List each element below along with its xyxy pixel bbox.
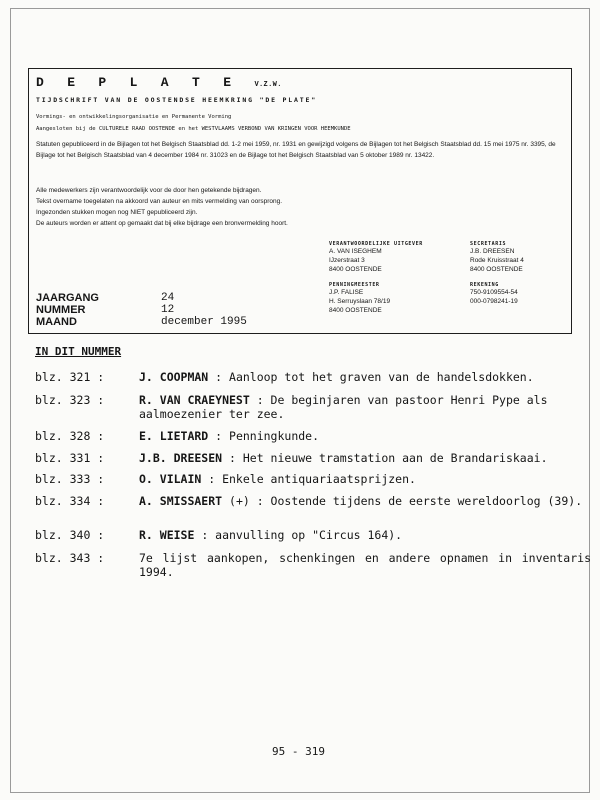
entry-title: : Het nieuwe tramstation aan de Brandariskaai. — [222, 451, 548, 465]
treasurer-line: J.P. FALISE — [329, 289, 364, 296]
issue-label: NUMMER — [36, 304, 86, 316]
entry-author: E. LIETARD — [139, 429, 209, 443]
masthead — [28, 68, 572, 334]
account-header: REKENING — [470, 282, 499, 288]
entry-body — [139, 551, 591, 579]
note-line: Tekst overname toegelaten na akkoord van auteur en mits vermelding van oorsprong. — [36, 198, 283, 205]
secretary-line: J.B. DREESEN — [470, 248, 515, 255]
entry-body — [139, 494, 591, 508]
treasurer-line: H. Serruyslaan 78/19 — [329, 298, 391, 305]
publisher-header: VERANTWOORDELIJKE UITGEVER — [329, 241, 423, 247]
treasurer-block — [329, 282, 390, 315]
note-line: Alle medewerkers zijn verantwoordelijk voor de door hen getekende bijdragen. — [36, 187, 262, 194]
account-line: 750-9109554-54 — [470, 289, 518, 296]
page-ref: blz. 343 : — [35, 551, 105, 565]
page-ref: blz. 340 : — [35, 528, 105, 542]
note-line: Ingezonden stukken mogen nog NIET gepubliceerd zijn. — [36, 209, 198, 216]
organisation-line: Vormings- en ontwikkelingsorganisatie en Permanente Vorming — [36, 114, 232, 120]
affiliation-line: Aangesloten bij de CULTURELE RAAD OOSTENDE en het WESTVLAAMS VERBOND VAN KRINGEN VOOR HEEMKUNDE — [36, 126, 351, 132]
entry-title: 7e lijst aankopen, schenkingen en andere opnamen in inventaris 1994. — [139, 551, 591, 579]
account-line: 000-0798241-19 — [470, 298, 518, 305]
entry-author: A. SMISSAERT — [139, 494, 223, 508]
secretary-header: SECRETARIS — [470, 241, 507, 247]
page-ref: blz. 331 : — [35, 451, 105, 465]
issue-value: 12 — [161, 304, 175, 316]
volume-label: JAARGANG — [36, 292, 99, 304]
entry-author: J.B. DREESEN — [139, 451, 223, 465]
entry-body — [139, 429, 579, 443]
vzw-label: V.Z.W. — [254, 81, 282, 89]
month-value: december 1995 — [161, 316, 247, 328]
page-ref: blz. 334 : — [35, 494, 105, 508]
entry-body — [139, 370, 579, 384]
entry-author: J. COOPMAN — [139, 370, 209, 384]
entry-title: : Enkele antiquariaatsprijzen. — [201, 472, 416, 486]
entry-author: R. VAN CRAEYNEST — [139, 393, 250, 407]
entry-title: : Penningkunde. — [208, 429, 320, 443]
treasurer-line: 8400 OOSTENDE — [329, 307, 382, 314]
page-ref: blz. 333 : — [35, 472, 105, 486]
page-ref: blz. 321 : — [35, 370, 105, 384]
contributor-notes — [36, 185, 288, 229]
entry-title: : De beginjaren van pastoor Henri Pype als aalmoezenier ter zee. — [139, 393, 548, 421]
entry-author: O. VILAIN — [139, 472, 202, 486]
magazine-title — [36, 75, 282, 90]
entry-body — [139, 393, 591, 421]
account-block — [470, 282, 518, 306]
month-label: MAAND — [36, 316, 77, 328]
secretary-line: Rode Kruisstraat 4 — [470, 257, 524, 264]
publisher-line: 8400 OOSTENDE — [329, 266, 382, 273]
page-ref: blz. 328 : — [35, 429, 105, 443]
magazine-subtitle: TIJDSCHRIFT VAN DE OOSTENDSE HEEMKRING "DE PLATE" — [36, 96, 317, 104]
entry-body — [139, 528, 579, 542]
volume-value: 24 — [161, 292, 175, 304]
entry-title: : aanvulling op "Circus 164). — [194, 528, 403, 542]
page-ref: blz. 323 : — [35, 393, 105, 407]
publisher-line: A. VAN ISEGHEM — [329, 248, 382, 255]
publisher-block — [329, 241, 423, 274]
secretary-block — [470, 241, 524, 274]
entry-body — [139, 472, 579, 486]
entry-title: (+) : Oostende tijdens de eerste wereldoorlog (39). — [222, 494, 583, 508]
entry-body — [139, 451, 591, 465]
toc-heading: IN DIT NUMMER — [35, 345, 122, 358]
statutes-text: Statuten gepubliceerd in de Bijlagen tot het Belgisch Staatsblad dd. 1-2 mei 1959, nr. 1931 en gewijzigd volgens de Bijlagen tot het Belgisch Staatsblad dd. 15 mei 1975 nr. 3395, de Bijlage tot het Belgisch Staatsblad van 4 december 1984 nr. 31023 en de Bijlage tot het Belgisch Staatsblad van 5 oktober 1989 nr. 13422. — [36, 141, 556, 159]
secretary-line: 8400 OOSTENDE — [470, 266, 523, 273]
entry-title: : Aanloop tot het graven van de handelsdokken. — [208, 370, 534, 384]
publisher-line: IJzerstraat 3 — [329, 257, 365, 264]
treasurer-header: PENNINGMEESTER — [329, 282, 380, 288]
magazine-name: D E P L A T E — [36, 75, 239, 90]
entry-author: R. WEISE — [139, 528, 195, 542]
page-number: 95 - 319 — [272, 745, 325, 758]
note-line: De auteurs worden er attent op gemaakt dat bij elke bijdrage een bronvermelding hoort. — [36, 220, 288, 227]
